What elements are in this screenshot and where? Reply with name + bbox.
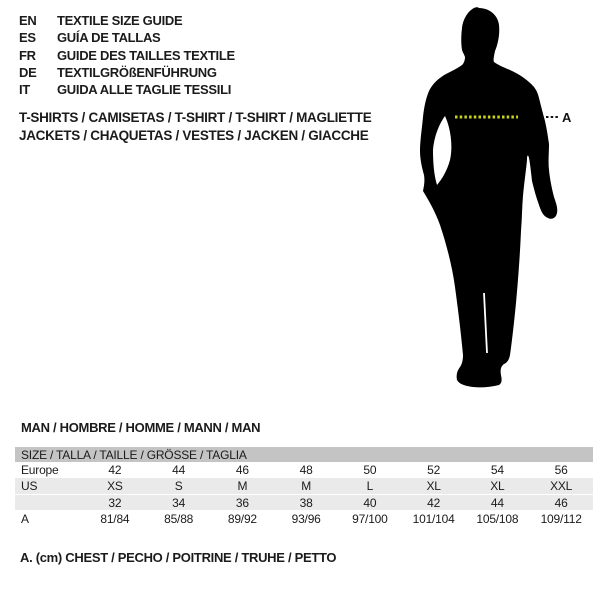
size-cell: XXL (550, 479, 573, 493)
language-label: GUIDE DES TAILLES TEXTILE (57, 47, 235, 63)
size-cell: XL (426, 479, 441, 493)
garment-categories (19, 109, 371, 144)
size-cell: M (237, 479, 248, 493)
language-code: ES (19, 30, 36, 46)
language-row (19, 12, 235, 29)
size-cell: 105/108 (476, 511, 519, 526)
size-cell: 97/100 (352, 511, 388, 526)
size-table-header: SIZE / TALLA / TAILLE / GRÖSSE / TAGLIA (15, 447, 593, 462)
language-row (19, 47, 235, 64)
language-label: GUIDA ALLE TAGLIE TESSILI (57, 82, 232, 98)
size-table (15, 447, 593, 527)
row-label: Europe (21, 463, 59, 477)
size-row-europe (15, 462, 593, 478)
language-label: TEXTILE SIZE GUIDE (57, 13, 183, 28)
size-cell: 89/92 (227, 511, 257, 526)
size-cell: 36 (235, 495, 249, 510)
size-cell: 48 (299, 463, 313, 477)
size-cell: 101/104 (412, 511, 455, 526)
size-cell: 38 (299, 495, 313, 510)
size-cell: XS (107, 479, 123, 493)
measure-label-a: A (562, 110, 572, 125)
language-code: DE (19, 64, 37, 80)
man-body-shape (420, 7, 557, 387)
size-cell: 56 (554, 463, 568, 477)
size-cell: 40 (363, 495, 377, 510)
size-cell: S (174, 479, 183, 493)
size-cell: 42 (427, 495, 441, 510)
category-line-jackets: JACKETS / CHAQUETAS / VESTES / JACKEN / GIACCHE (19, 127, 369, 143)
language-code: IT (19, 82, 30, 98)
size-cell: 109/112 (540, 511, 582, 526)
size-cell: 46 (235, 463, 249, 477)
size-row-numeric (15, 494, 593, 510)
size-cell: 54 (490, 463, 504, 477)
language-list (19, 12, 235, 98)
language-row (19, 64, 235, 81)
size-cell: 44 (490, 495, 504, 510)
man-silhouette-figure (415, 3, 600, 395)
row-label: US (21, 479, 38, 493)
chest-footnote: A. (cm) CHEST / PECHO / POITRINE / TRUHE / PETTO (20, 550, 337, 565)
section-title-man: MAN / HOMBRE / HOMME / MANN / MAN (21, 420, 261, 435)
man-silhouette-svg (415, 3, 600, 395)
category-line-tshirts: T-SHIRTS / CAMISETAS / T-SHIRT / T-SHIRT / MAGLIETTE (19, 110, 372, 125)
size-cell: 34 (172, 495, 186, 510)
language-row (19, 81, 235, 98)
size-cell: 32 (108, 495, 122, 510)
size-cell: L (366, 479, 374, 493)
language-code: EN (19, 13, 37, 28)
language-row (19, 29, 235, 46)
row-label: A (21, 511, 29, 526)
size-cell: 93/96 (291, 511, 321, 526)
size-cell: 42 (108, 463, 122, 477)
size-cell: M (301, 479, 312, 493)
language-code: FR (19, 47, 36, 63)
size-cell: 81/84 (100, 511, 130, 526)
language-label: GUÍA DE TALLAS (57, 30, 161, 46)
size-row-us (15, 478, 593, 494)
size-row-chest (15, 510, 593, 527)
size-cell: XL (490, 479, 505, 493)
size-cell: 44 (172, 463, 186, 477)
size-cell: 50 (363, 463, 377, 477)
size-cell: 52 (427, 463, 441, 477)
language-label: TEXTILGRÖßENFÜHRUNG (57, 64, 217, 80)
size-cell: 85/88 (164, 511, 194, 526)
size-cell: 46 (554, 495, 568, 510)
